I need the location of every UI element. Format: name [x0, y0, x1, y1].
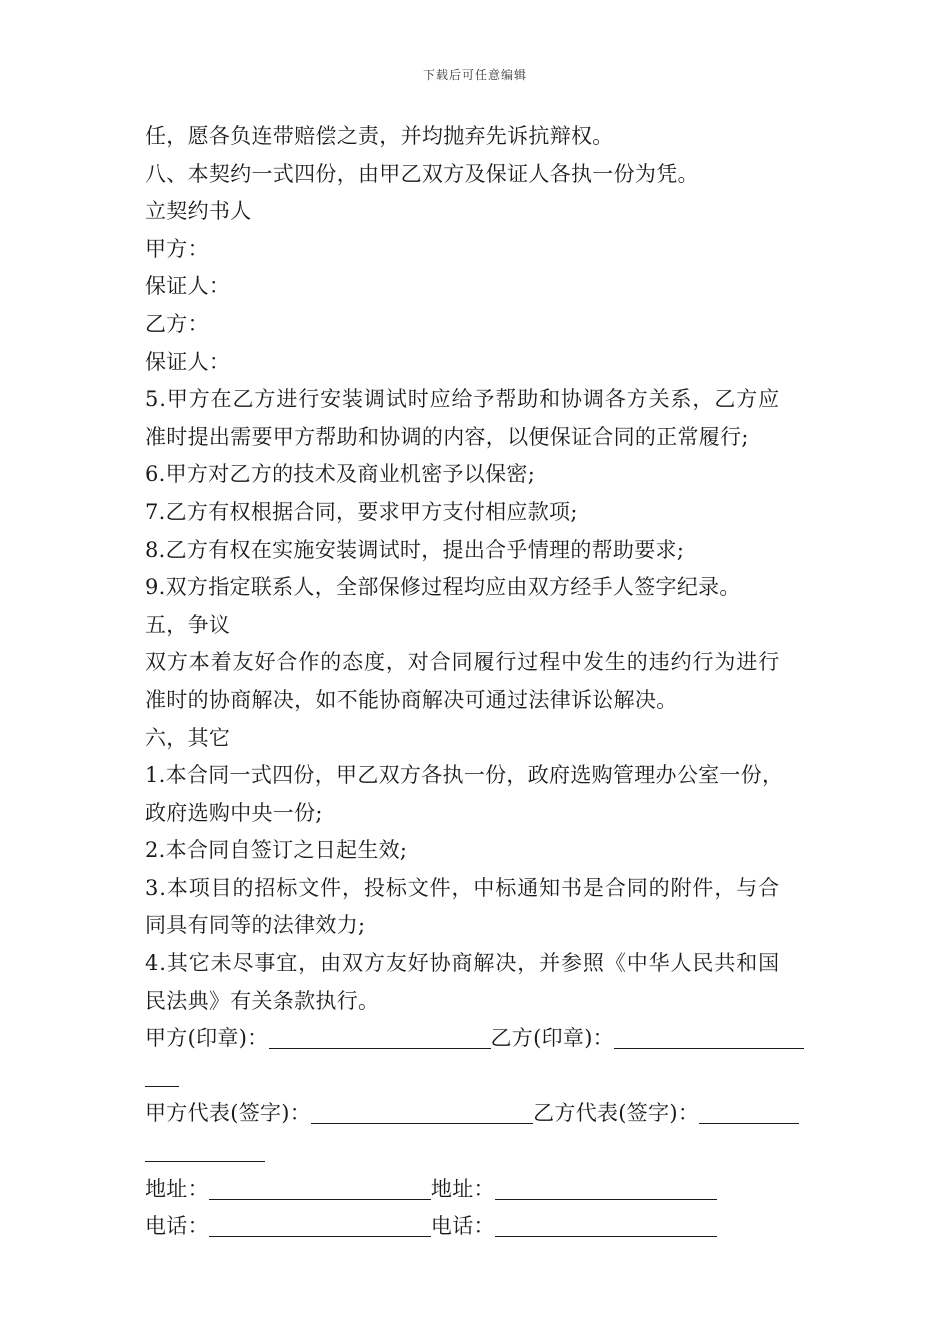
phone-line	[145, 1208, 825, 1246]
phone-b-field[interactable]	[495, 1215, 717, 1237]
phone-b-label: 电话：	[430, 1214, 495, 1239]
paragraph-line: 保证人：	[145, 274, 231, 299]
party-a-seal-field[interactable]	[269, 1027, 491, 1049]
party-b-rep-field-continued[interactable]	[145, 1140, 265, 1162]
address-b-field[interactable]	[495, 1178, 717, 1200]
paragraph-line: 准时提出需要甲方帮助和协调的内容，以便保证合同的正常履行;	[145, 424, 749, 449]
section-heading: 六，其它	[145, 725, 231, 750]
paragraph-line: 6.甲方对乙方的技术及商业机密予以保密;	[145, 462, 536, 487]
party-b-rep-label: 乙方代表(签字)：	[533, 1101, 700, 1126]
phone-a-label: 电话：	[145, 1214, 209, 1239]
paragraph-line: 8.乙方有权在实施安装调试时，提出合乎情理的帮助要求;	[145, 537, 685, 562]
paragraph-line: 立契约书人	[145, 199, 252, 224]
party-a-rep-field[interactable]	[311, 1102, 533, 1124]
paragraph-line: 5.甲方在乙方进行安装调试时应给予帮助和协调各方关系，乙方应	[145, 387, 781, 412]
representative-line	[145, 1095, 825, 1133]
party-b-seal-field-continued[interactable]	[145, 1065, 179, 1087]
paragraph-line: 八、本契约一式四份，由甲乙双方及保证人各执一份为凭。	[145, 161, 699, 186]
representative-line-continued	[145, 1133, 825, 1171]
paragraph-line: 同具有同等的法律效力;	[145, 913, 366, 938]
paragraph-line: 甲方：	[145, 236, 209, 261]
address-b-label: 地址：	[430, 1176, 495, 1201]
document-body	[145, 118, 825, 1246]
seal-line	[145, 1020, 825, 1058]
paragraph-line: 任，愿各负连带赔偿之责，并均抛弃先诉抗辩权。	[145, 124, 614, 148]
address-a-field[interactable]	[209, 1178, 431, 1200]
section-heading: 五，争议	[145, 612, 231, 637]
paragraph-line: 7.乙方有权根据合同，要求甲方支付相应款项;	[145, 499, 578, 524]
paragraph-line: 9.双方指定联系人，全部保修过程均应由双方经手人签字纪录。	[145, 575, 741, 600]
party-a-seal-label: 甲方(印章)：	[145, 1026, 269, 1051]
paragraph-line: 政府选购中央一份;	[145, 800, 323, 825]
paragraph-line: 保证人：	[145, 349, 231, 374]
address-line	[145, 1171, 825, 1209]
seal-line-continued	[145, 1058, 825, 1096]
party-b-rep-field[interactable]	[699, 1102, 799, 1124]
party-a-rep-label: 甲方代表(签字)：	[145, 1101, 312, 1126]
paragraph-line: 准时的协商解决，如不能协商解决可通过法律诉讼解决。	[145, 687, 678, 712]
page-header-note: 下载后可任意编辑	[422, 68, 527, 82]
paragraph-line: 1.本合同一式四份，甲乙双方各执一份，政府选购管理办公室一份，	[145, 763, 784, 788]
paragraph-line: 民法典》有关条款执行。	[145, 988, 380, 1013]
party-b-seal-field[interactable]	[614, 1027, 804, 1049]
party-b-seal-label: 乙方(印章)：	[490, 1026, 614, 1051]
paragraph-line: 4.其它未尽事宜，由双方友好协商解决，并参照《中华人民共和国	[145, 951, 781, 976]
address-a-label: 地址：	[145, 1176, 209, 1201]
paragraph-line: 2.本合同自签订之日起生效;	[145, 838, 408, 863]
paragraph-line: 双方本着友好合作的态度，对合同履行过程中发生的违约行为进行	[145, 650, 781, 675]
paragraph-line: 3.本项目的招标文件，投标文件，中标通知书是合同的附件，与合	[145, 875, 781, 900]
paragraph-line: 乙方：	[145, 311, 209, 336]
phone-a-field[interactable]	[209, 1215, 431, 1237]
